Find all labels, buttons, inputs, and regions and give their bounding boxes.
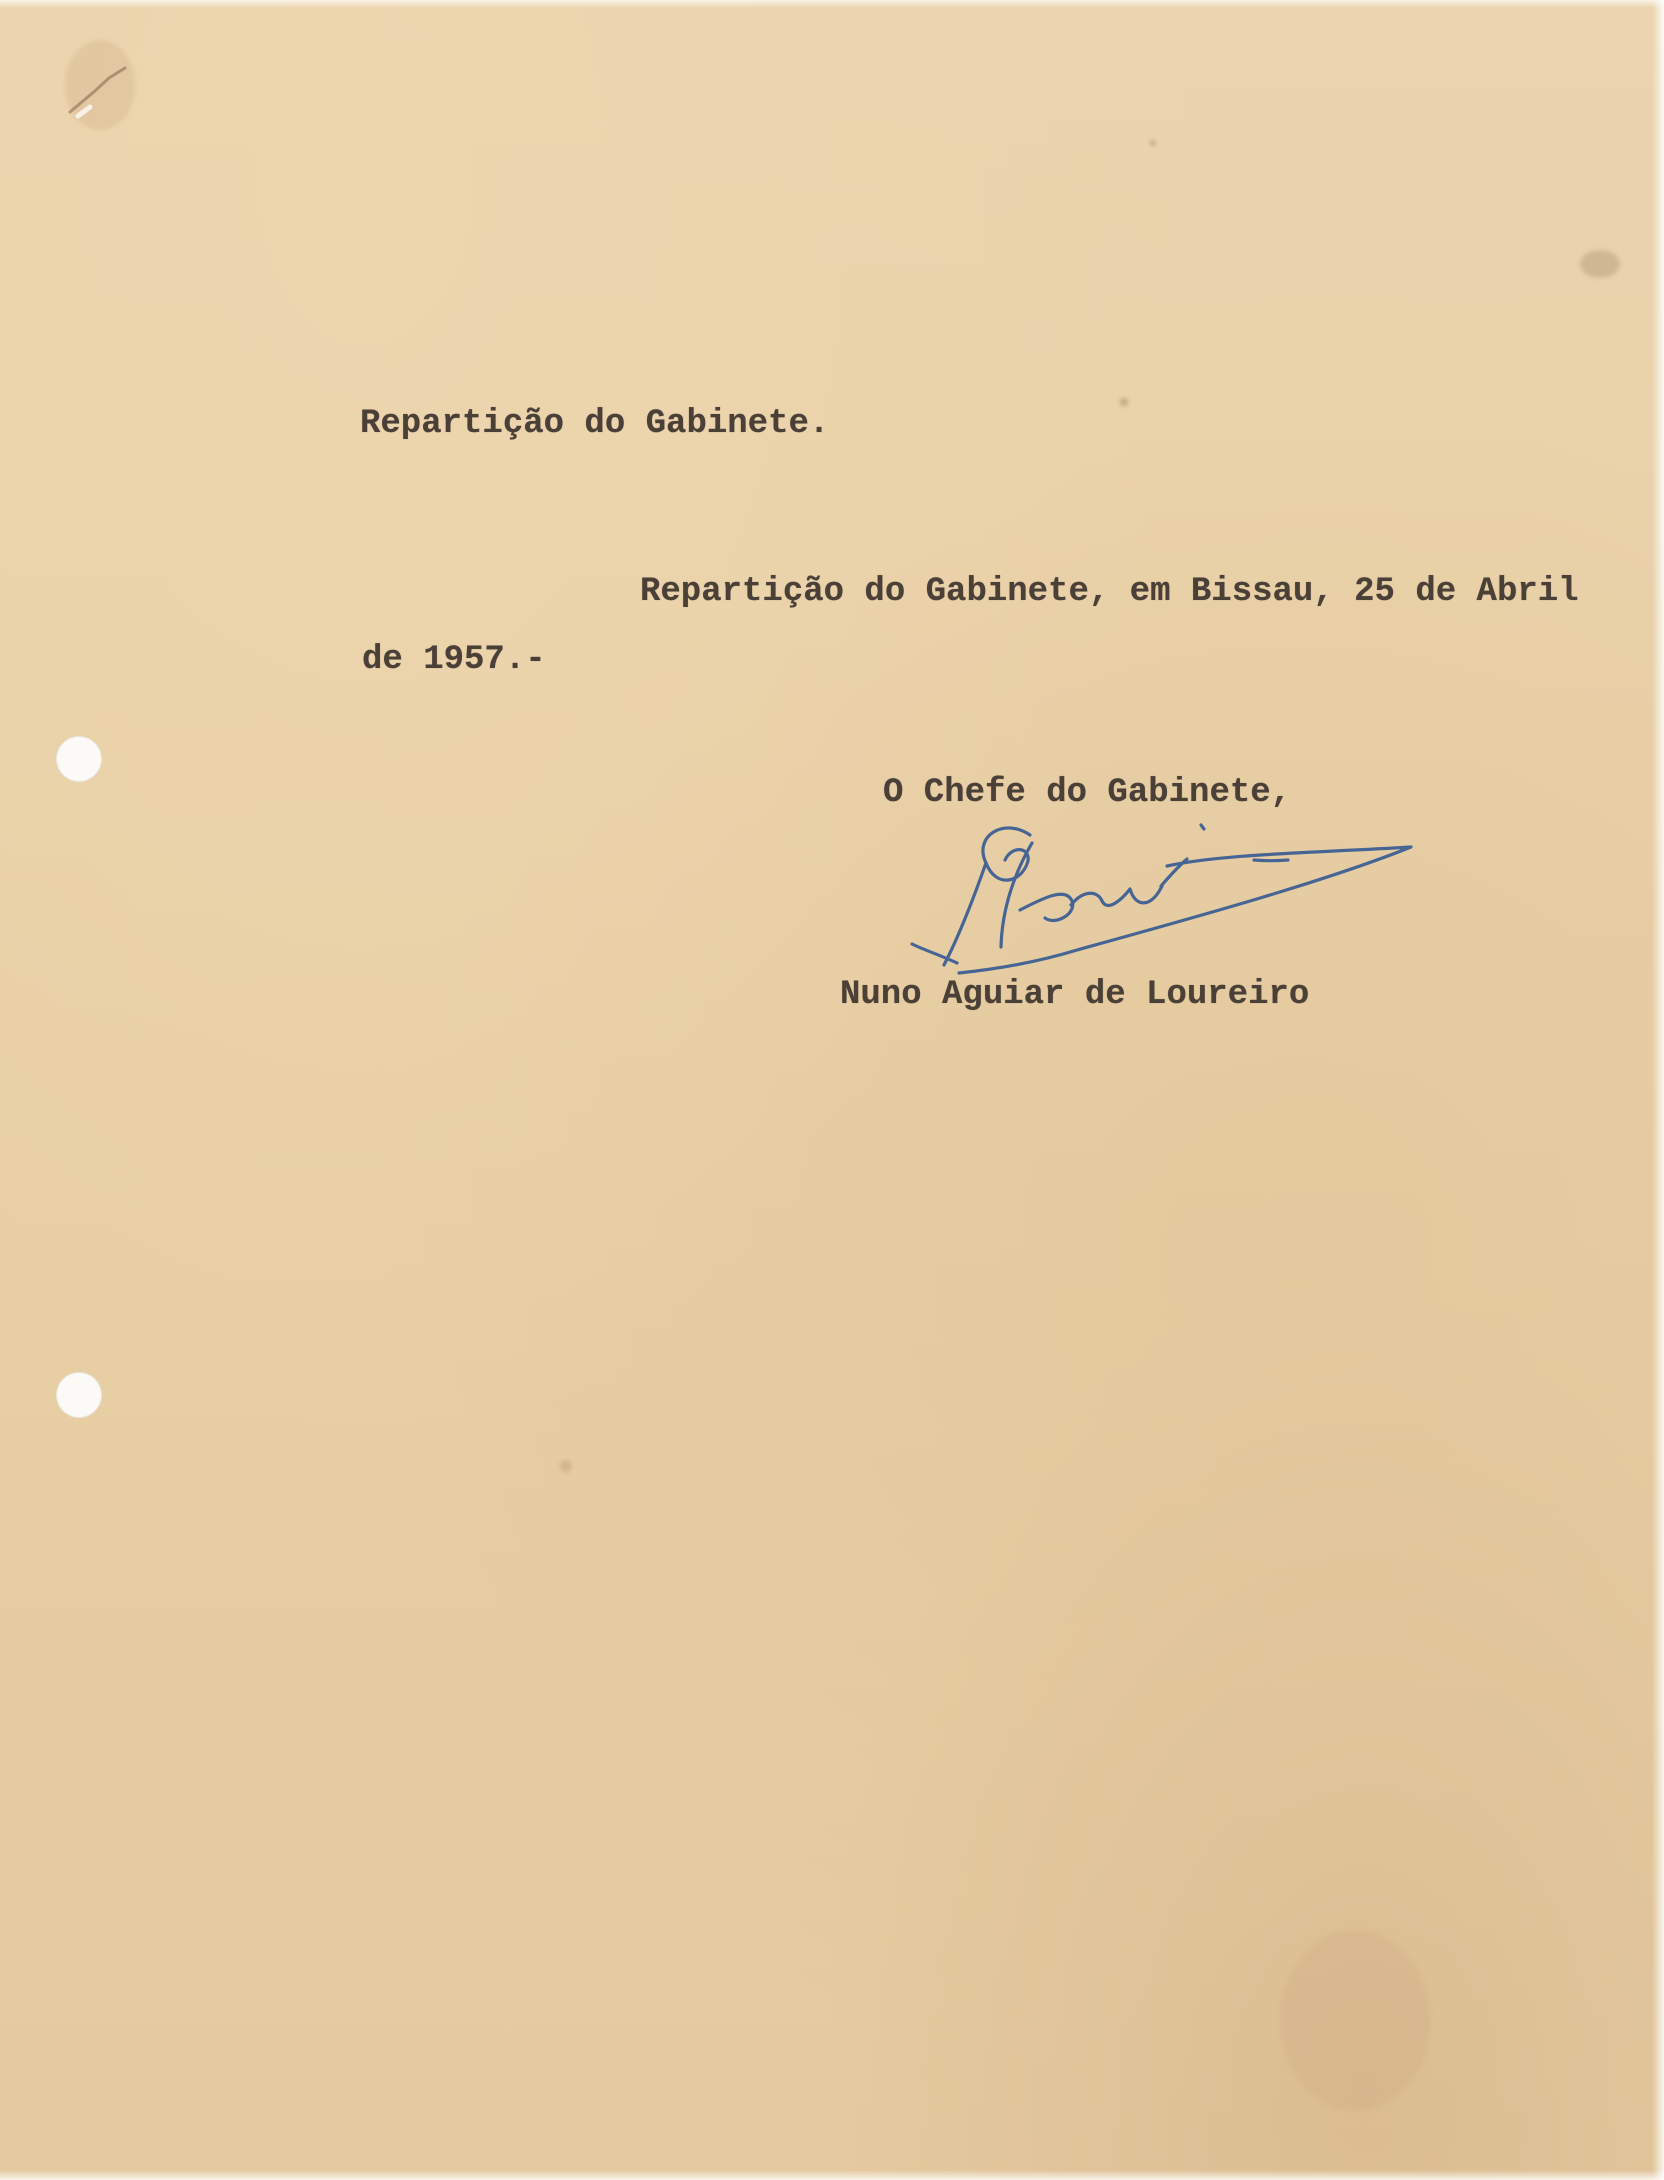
- date-line-second: de 1957.-: [362, 641, 546, 679]
- paper-spot: [1120, 398, 1128, 406]
- paper-spot: [560, 1460, 572, 1472]
- punch-hole-icon: [56, 1372, 102, 1418]
- paper-stain: [1280, 1930, 1430, 2110]
- signatory-name: Nuno Aguiar de Loureiro: [840, 976, 1310, 1014]
- closing-title: O Chefe do Gabinete,: [883, 774, 1292, 812]
- top-page-edge: [0, 0, 1664, 8]
- handwritten-signature: [900, 805, 1460, 995]
- right-page-edge: [1652, 0, 1664, 2180]
- bottom-page-edge: [0, 2170, 1664, 2180]
- paper-spot: [1150, 140, 1156, 146]
- date-line-first: Repartição do Gabinete, em Bissau, 25 de Abril: [640, 573, 1579, 611]
- punch-hole-icon: [56, 736, 102, 782]
- office-header: Repartição do Gabinete.: [360, 405, 830, 443]
- paper-stain: [65, 40, 135, 130]
- paper-stain: [1580, 250, 1620, 278]
